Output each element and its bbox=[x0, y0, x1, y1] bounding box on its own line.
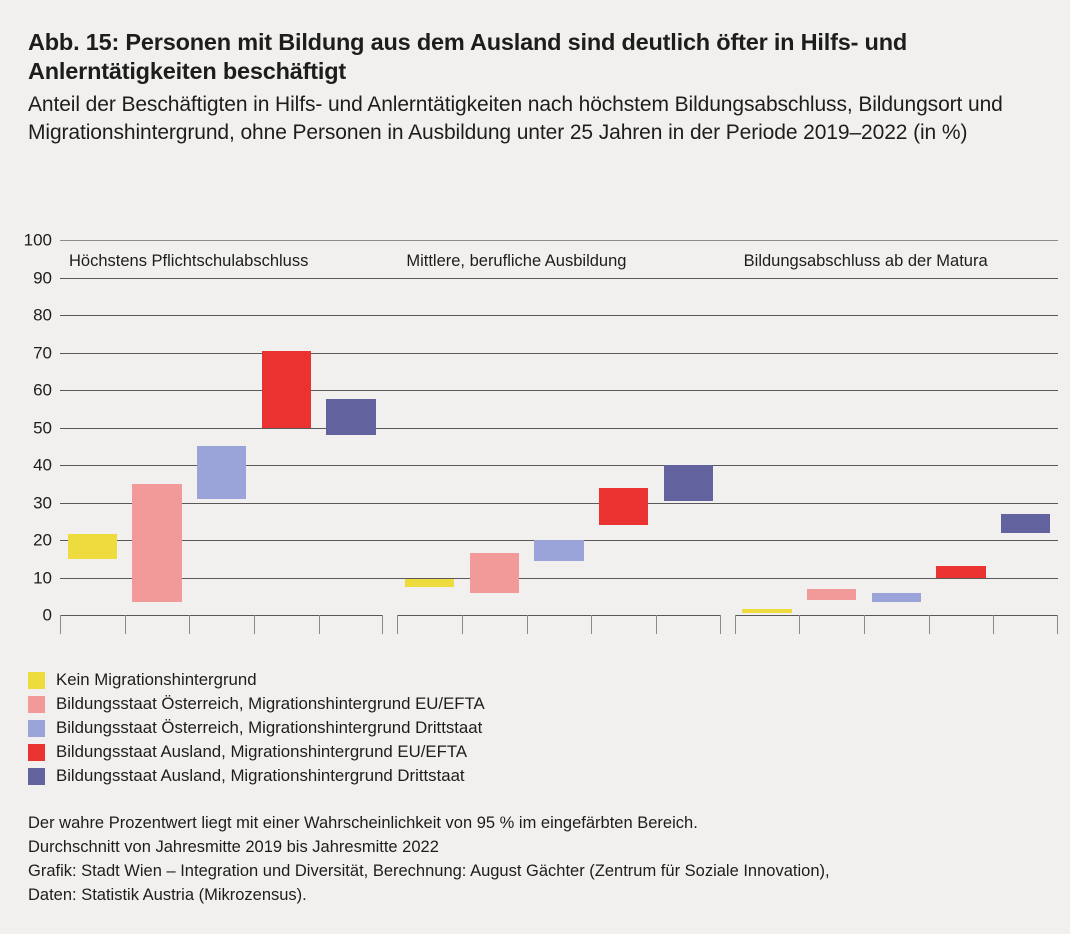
legend-item-label: Bildungsstaat Österreich, Migrationshintergrund EU/EFTA bbox=[56, 693, 485, 713]
y-axis-labels bbox=[0, 230, 52, 625]
y-axis-tick-label: 90 bbox=[33, 268, 52, 287]
confidence-interval-bar[interactable] bbox=[936, 566, 985, 577]
bar-slot bbox=[319, 240, 384, 615]
legend-item[interactable] bbox=[28, 740, 728, 764]
footnote-line: Durchschnitt von Jahresmitte 2019 bis Jahresmitte 2022 bbox=[28, 837, 439, 856]
legend-color-swatch bbox=[28, 696, 45, 713]
confidence-interval-bar[interactable] bbox=[470, 553, 519, 592]
y-axis-tick-label: 100 bbox=[23, 230, 52, 250]
legend-item[interactable] bbox=[28, 716, 728, 740]
confidence-interval-bar[interactable] bbox=[132, 484, 181, 602]
axis-tick bbox=[462, 615, 463, 634]
bar-slot bbox=[60, 240, 125, 615]
panel-axis bbox=[60, 615, 383, 637]
footnote-line: Daten: Statistik Austria (Mikrozensus). bbox=[28, 885, 307, 904]
bar-slot bbox=[125, 240, 190, 615]
axis-tick bbox=[591, 615, 592, 634]
panel-title: Bildungsabschluss ab der Matura bbox=[743, 252, 988, 270]
bar-slot bbox=[864, 240, 929, 615]
bar-slot bbox=[397, 240, 462, 615]
confidence-interval-bar[interactable] bbox=[742, 609, 791, 612]
axis-tick bbox=[929, 615, 930, 634]
bar-slot bbox=[591, 240, 656, 615]
y-axis-tick-label: 0 bbox=[42, 605, 52, 625]
confidence-interval-bar[interactable] bbox=[1001, 514, 1050, 533]
axis-tick bbox=[397, 615, 398, 634]
panel-title: Höchstens Pflichtschulabschluss bbox=[69, 252, 309, 270]
axis-line bbox=[735, 615, 1058, 616]
footnote-line: Grafik: Stadt Wien – Integration und Diversität, Berechnung: August Gächter (Zentrum für Soziale Innovation), bbox=[28, 861, 830, 880]
legend-color-swatch bbox=[28, 744, 45, 761]
legend-item-label: Bildungsstaat Österreich, Migrationshintergrund Drittstaat bbox=[56, 717, 483, 737]
confidence-interval-bar[interactable] bbox=[405, 579, 454, 587]
bar-slot bbox=[929, 240, 994, 615]
axis-tick bbox=[125, 615, 126, 634]
y-axis-tick-label: 30 bbox=[33, 493, 52, 512]
legend-item[interactable] bbox=[28, 692, 728, 716]
footnote-line: Der wahre Prozentwert liegt mit einer Wahrscheinlichkeit von 95 % im eingefärbten Bereich. bbox=[28, 814, 698, 832]
legend-color-swatch bbox=[28, 768, 45, 785]
bar-slot bbox=[462, 240, 527, 615]
footnotes bbox=[28, 812, 1038, 908]
y-axis-tick-label: 50 bbox=[33, 418, 52, 437]
axis-tick bbox=[60, 615, 61, 634]
axis-tick bbox=[527, 615, 528, 634]
axis-tick bbox=[1057, 615, 1058, 634]
y-axis-tick-label: 20 bbox=[33, 530, 52, 550]
legend-color-swatch bbox=[28, 672, 45, 689]
panel-axis bbox=[397, 615, 720, 637]
legend-item[interactable] bbox=[28, 668, 728, 692]
figure-subtitle: Anteil der Beschäftigten in Hilfs- und Anlerntätigkeiten nach höchstem Bildungsabschluss, Bildungsort und Migrationshintergrund, ohne Personen in Ausbildung unter 25 Jahren in der Periode 2019–2022 (in %) bbox=[28, 93, 1003, 145]
axis-tick bbox=[189, 615, 190, 634]
bar-slot bbox=[254, 240, 319, 615]
confidence-interval-bar[interactable] bbox=[872, 593, 921, 602]
panel-bars bbox=[397, 240, 720, 615]
confidence-interval-bar[interactable] bbox=[326, 399, 375, 435]
axis-tick bbox=[864, 615, 865, 634]
bar-slot bbox=[189, 240, 254, 615]
bar-slot bbox=[993, 240, 1058, 615]
legend-color-swatch bbox=[28, 720, 45, 737]
axis-line bbox=[397, 615, 720, 616]
axis-tick bbox=[319, 615, 320, 634]
axis-tick bbox=[254, 615, 255, 634]
axis-tick bbox=[993, 615, 994, 634]
figure-title: Abb. 15: Personen mit Bildung aus dem Ausland sind deutlich öfter in Hilfs- und Anlerntätigkeiten beschäftigt bbox=[28, 29, 908, 84]
bar-slot bbox=[527, 240, 592, 615]
chart-panel bbox=[735, 240, 1058, 615]
panel-title: Mittlere, berufliche Ausbildung bbox=[406, 252, 627, 270]
axis-tick bbox=[735, 615, 736, 634]
panel-bars bbox=[735, 240, 1058, 615]
chart-panel bbox=[397, 240, 720, 615]
y-axis-tick-label: 70 bbox=[33, 343, 52, 362]
confidence-interval-bar[interactable] bbox=[534, 540, 583, 561]
panel-axis bbox=[735, 615, 1058, 637]
y-axis-tick-label: 60 bbox=[33, 380, 52, 400]
legend-item-label: Kein Migrationshintergrund bbox=[56, 669, 257, 689]
legend bbox=[28, 668, 728, 788]
chart-panel bbox=[60, 240, 383, 615]
legend-item-label: Bildungsstaat Ausland, Migrationshintergrund Drittstaat bbox=[56, 765, 465, 785]
legend-item-label: Bildungsstaat Ausland, Migrationshintergrund EU/EFTA bbox=[56, 741, 468, 761]
title-block bbox=[28, 28, 1038, 147]
confidence-interval-bar[interactable] bbox=[807, 589, 856, 600]
y-axis-tick-label: 80 bbox=[33, 305, 52, 325]
chart bbox=[0, 230, 1070, 640]
bar-slot bbox=[735, 240, 800, 615]
confidence-interval-bar[interactable] bbox=[664, 465, 713, 501]
axis-tick bbox=[382, 615, 383, 634]
confidence-interval-bar[interactable] bbox=[262, 351, 311, 428]
confidence-interval-bar[interactable] bbox=[68, 534, 117, 558]
panel-container bbox=[60, 240, 1058, 615]
axis-tick bbox=[799, 615, 800, 634]
axis-line bbox=[60, 615, 383, 616]
y-axis-tick-label: 10 bbox=[33, 568, 52, 587]
legend-item[interactable] bbox=[28, 764, 728, 788]
bar-slot bbox=[656, 240, 721, 615]
bar-slot bbox=[799, 240, 864, 615]
panel-bars bbox=[60, 240, 383, 615]
confidence-interval-bar[interactable] bbox=[599, 488, 648, 526]
y-axis-tick-label: 40 bbox=[33, 455, 52, 475]
plot-area bbox=[60, 240, 1058, 615]
axis-tick bbox=[720, 615, 721, 634]
confidence-interval-bar[interactable] bbox=[197, 446, 246, 499]
axis-tick bbox=[656, 615, 657, 634]
